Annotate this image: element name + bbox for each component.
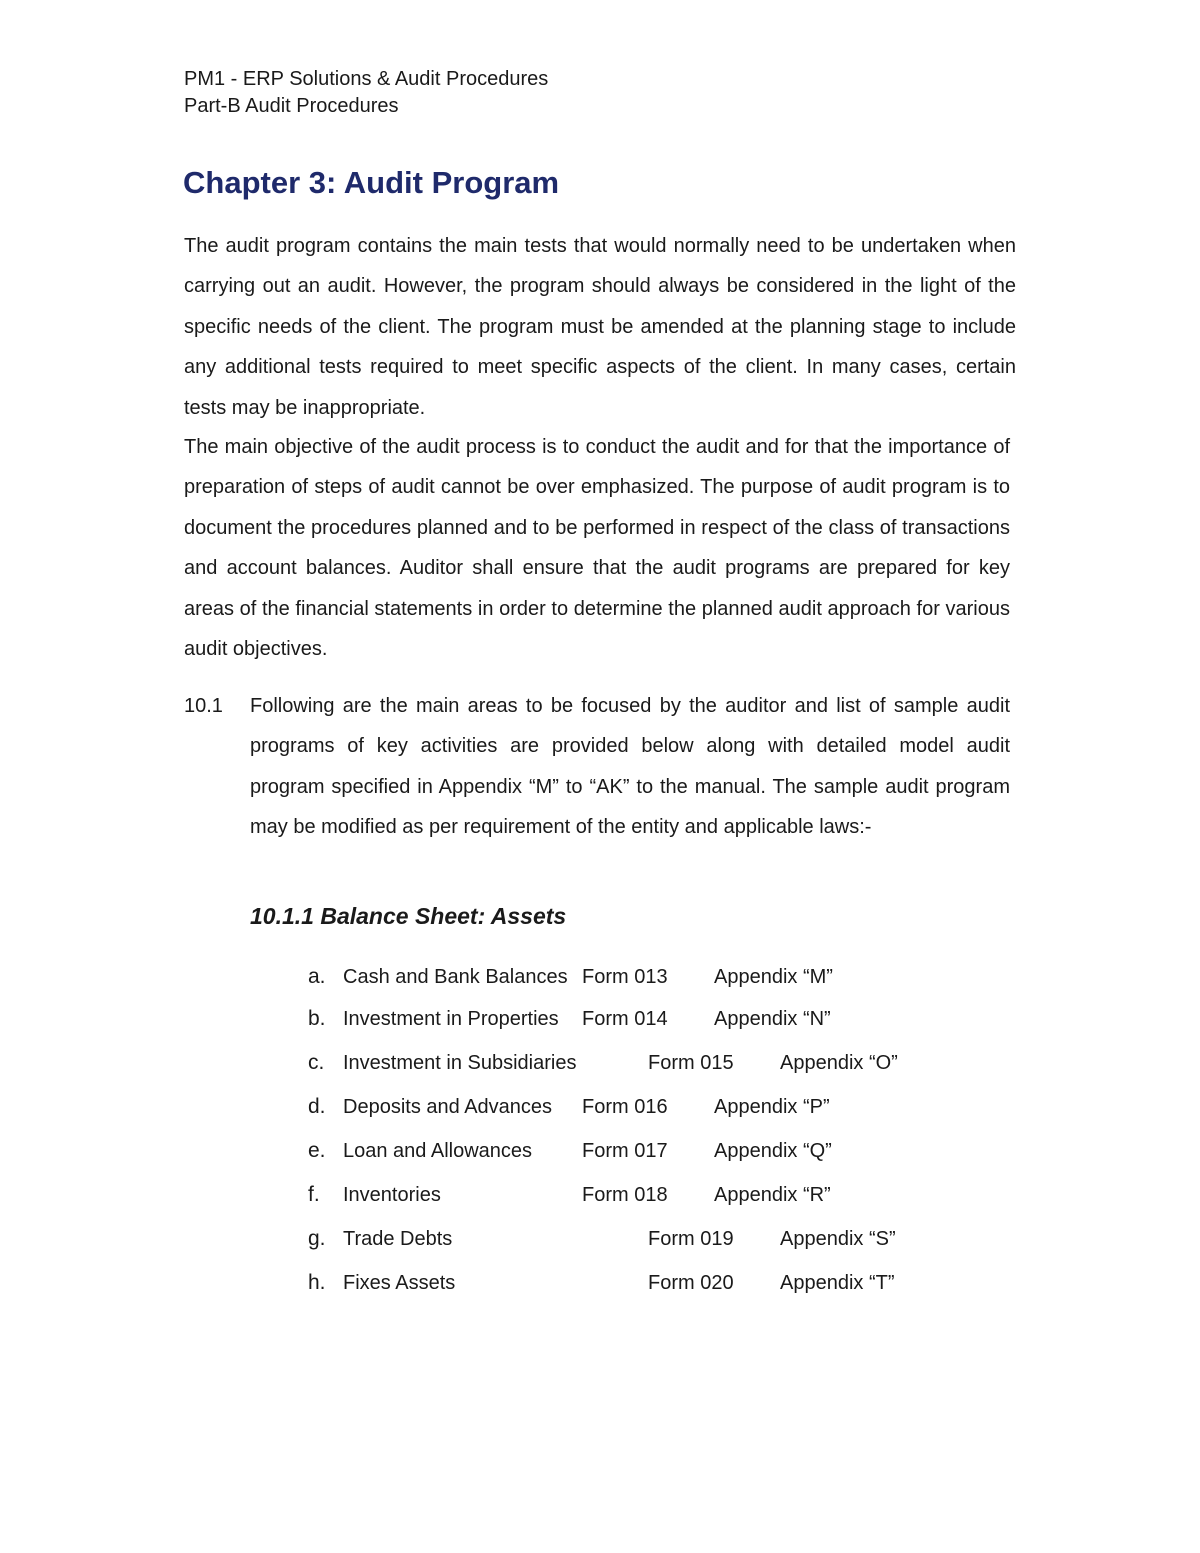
item-appendix: Appendix “Q”: [714, 1140, 832, 1162]
item-form: Form 013: [582, 966, 668, 988]
item-name: Investment in Properties: [343, 1008, 559, 1030]
item-form: Form 016: [582, 1096, 668, 1118]
chapter-title: Chapter 3: Audit Program: [183, 165, 560, 200]
item-form: Form 020: [648, 1272, 734, 1294]
intro-paragraph: The audit program contains the main tests that would normally need to be undertaken when carrying out an audit. However, the program should always be considered in the light of the specific needs of the client. The program must be amended at the planning stage to include any additional tests required to meet specific aspects of the client. In many cases, certain tests may be inappropriate.: [184, 235, 1016, 419]
item-letter: e.: [308, 1139, 326, 1162]
item-appendix: Appendix “N”: [714, 1008, 831, 1030]
asset-list-item: [0, 1268, 1200, 1298]
item-letter: h.: [308, 1271, 326, 1294]
item-form: Form 019: [648, 1228, 734, 1250]
asset-list-item: [0, 1136, 1200, 1166]
running-header-part: Part-B Audit Procedures: [184, 95, 399, 117]
item-form: Form 018: [582, 1184, 668, 1206]
section-text: Following are the main areas to be focused by the auditor and list of sample audit programs of key activities are provided below along with detailed model audit program specified in Appendix “M” to “AK” to the manual. The sample audit program may be modified as per requirement of the entity and applicable laws:-: [250, 695, 1010, 839]
item-letter: g.: [308, 1227, 326, 1250]
item-letter: f.: [308, 1183, 320, 1206]
subsection-heading: 10.1.1 Balance Sheet: Assets: [250, 903, 567, 929]
item-letter: d.: [308, 1095, 326, 1118]
item-name: Inventories: [343, 1184, 441, 1206]
item-appendix: Appendix “T”: [780, 1272, 895, 1294]
asset-list-item: [0, 1180, 1200, 1210]
item-letter: a.: [308, 965, 326, 988]
item-appendix: Appendix “S”: [780, 1228, 896, 1250]
item-form: Form 017: [582, 1140, 668, 1162]
item-letter: c.: [308, 1051, 325, 1074]
asset-list-item: [0, 1004, 1200, 1034]
asset-list-item: [0, 1092, 1200, 1122]
section-number: 10.1: [184, 695, 223, 717]
item-name: Fixes Assets: [343, 1272, 456, 1294]
item-form: Form 014: [582, 1008, 668, 1030]
item-appendix: Appendix “P”: [714, 1096, 830, 1118]
item-name: Deposits and Advances: [343, 1096, 553, 1118]
asset-list-item: [0, 1048, 1200, 1078]
item-name: Loan and Allowances: [343, 1140, 533, 1162]
item-form: Form 015: [648, 1052, 734, 1074]
item-appendix: Appendix “M”: [714, 966, 833, 988]
item-appendix: Appendix “R”: [714, 1184, 831, 1206]
item-appendix: Appendix “O”: [780, 1052, 898, 1074]
asset-list-item: [0, 962, 1200, 992]
item-letter: b.: [308, 1007, 326, 1030]
running-header-title: PM1 - ERP Solutions & Audit Procedures: [184, 68, 549, 90]
item-name: Investment in Subsidiaries: [343, 1052, 577, 1074]
objective-paragraph: The main objective of the audit process is to conduct the audit and for that the importance of preparation of steps of audit cannot be over emphasized. The purpose of audit program is to document the procedures planned and to be performed in respect of the class of transactions and account balances. Auditor shall ensure that the audit programs are prepared for key areas of the financial statements in order to determine the planned audit approach for various audit objectives.: [184, 436, 1010, 661]
item-name: Trade Debts: [343, 1228, 453, 1250]
asset-list-item: [0, 1224, 1200, 1254]
item-name: Cash and Bank Balances: [343, 966, 568, 988]
